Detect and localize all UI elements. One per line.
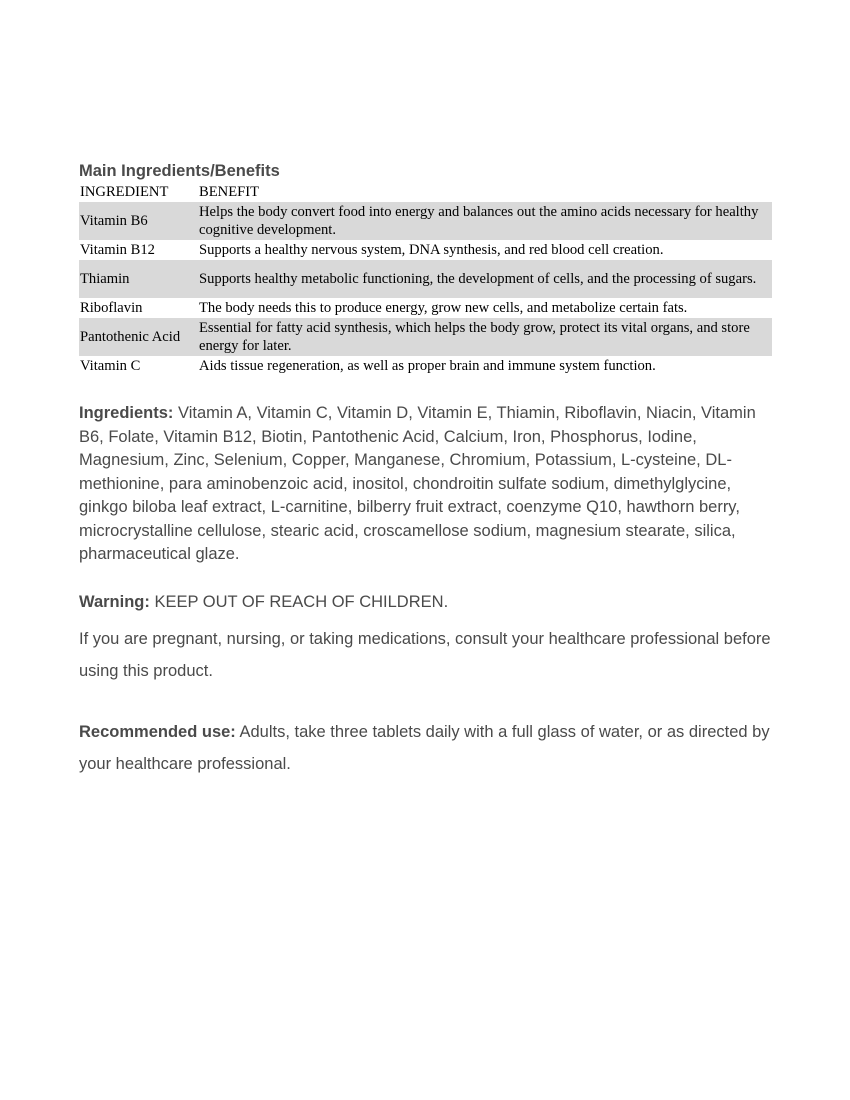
warning-paragraph <box>79 590 772 614</box>
ingredients-paragraph <box>79 402 772 567</box>
benefit-cell: Supports a healthy nervous system, DNA synthesis, and red blood cell creation. <box>199 242 664 258</box>
benefit-cell: Aids tissue regeneration, as well as proper brain and immune system function. <box>199 358 656 374</box>
ingredients-text: Vitamin A, Vitamin C, Vitamin D, Vitamin E, Thiamin, Riboflavin, Niacin, Vitamin B6, Folate, Vitamin B12, Biotin, Pantothenic Acid, Calcium, Iron, Phosphorus, Iodine, Magnesium, Zinc, Selenium, Copper, Manganese, Chromium, Potassium, L-cysteine, DL-methionine, para aminobenzoic acid, inositol, chondroitin sulfate sodium, dimethylglycine, ginkgo biloba leaf extract, L-carnitine, bilberry fruit extract, coenzyme Q10, hawthorn berry, microcrystalline cellulose, stearic acid, croscamellose sodium, magnesium stearate, silica, pharmaceutical glaze. <box>79 404 756 563</box>
ingredient-cell: Pantothenic Acid <box>79 318 198 356</box>
benefit-cell: Supports healthy metabolic functioning, the development of cells, and the processing of sugars. <box>198 260 772 298</box>
benefit-cell: Essential for fatty acid synthesis, which helps the body grow, protect its vital organs, and store energy for later. <box>198 318 772 356</box>
ingredients-table <box>79 182 772 376</box>
ingredients-label: Ingredients: <box>79 404 174 422</box>
benefit-cell: The body needs this to produce energy, grow new cells, and metabolize certain fats. <box>199 300 688 316</box>
column-header-benefit: BENEFIT <box>199 184 259 200</box>
table-row <box>79 240 772 260</box>
benefit-cell: Helps the body convert food into energy and balances out the amino acids necessary for healthy cognitive development. <box>198 202 772 240</box>
table-row <box>79 356 772 376</box>
table-row <box>79 318 772 356</box>
recommended-use-label: Recommended use: <box>79 722 236 741</box>
recommended-use-paragraph <box>79 716 772 780</box>
ingredient-cell: Thiamin <box>79 260 198 298</box>
warning-label: Warning: <box>79 592 150 611</box>
table-row <box>79 202 772 240</box>
warning-text: KEEP OUT OF REACH OF CHILDREN. <box>149 592 449 611</box>
table-header-row <box>79 182 772 202</box>
section-title: Main Ingredients/Benefits <box>79 162 280 180</box>
ingredient-cell: Vitamin C <box>80 358 141 374</box>
ingredient-cell: Vitamin B12 <box>80 242 155 258</box>
warning-note: If you are pregnant, nursing, or taking medications, consult your healthcare professional before using this product. <box>79 629 771 680</box>
column-header-ingredient: INGREDIENT <box>80 184 169 200</box>
document-page <box>79 160 772 780</box>
table-row <box>79 298 772 318</box>
ingredient-cell: Riboflavin <box>80 300 143 316</box>
ingredient-cell: Vitamin B6 <box>79 202 198 240</box>
table-row <box>79 260 772 298</box>
recommended-use-text: Adults, take three tablets daily with a full glass of water, or as directed by your healthcare professional. <box>79 722 770 773</box>
